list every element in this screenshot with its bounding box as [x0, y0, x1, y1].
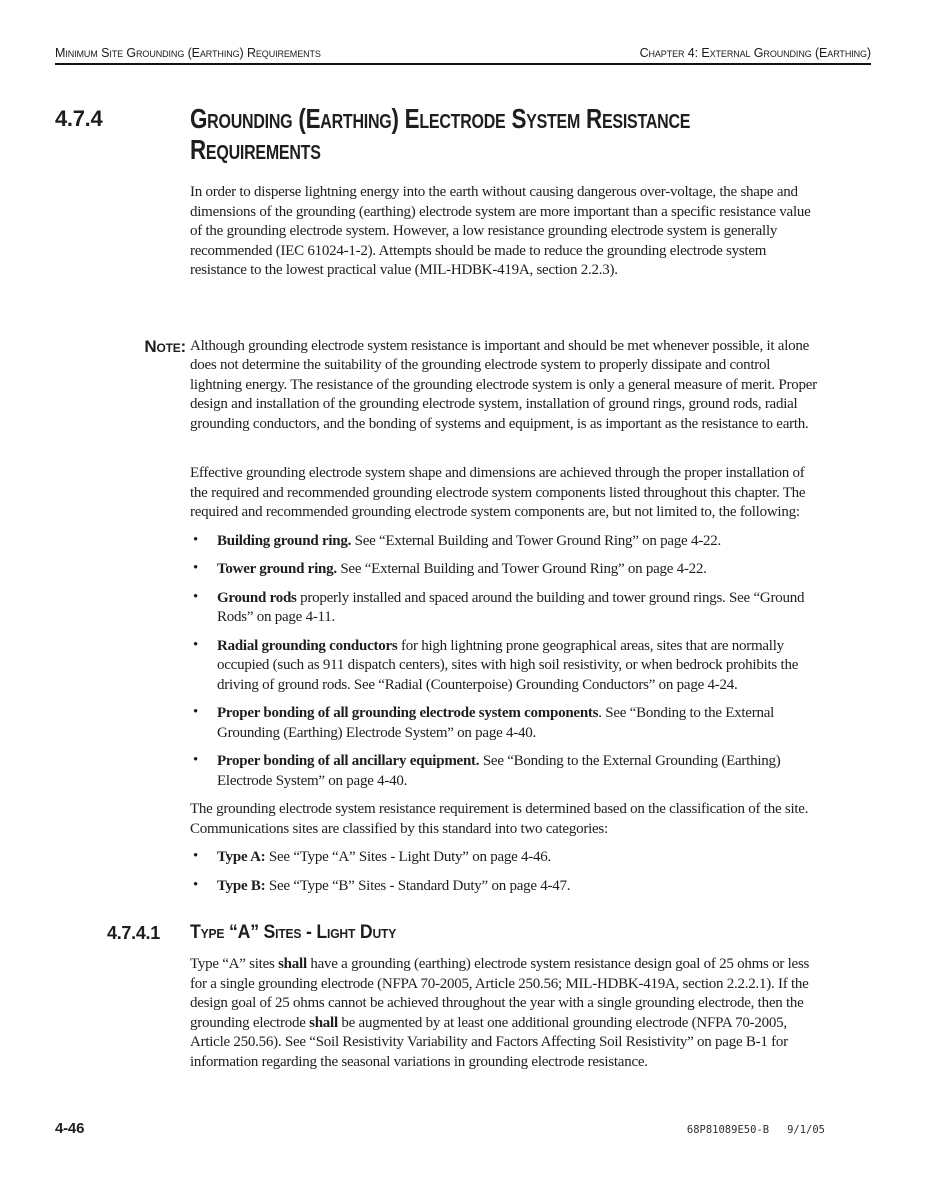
bullet-icon: • [193, 636, 199, 653]
running-header [55, 46, 871, 65]
paragraph-segment-bold: shall [278, 956, 307, 972]
running-header-right: Chapter 4: External Grounding (Earthing) [639, 46, 871, 60]
bullet-icon: • [193, 588, 199, 605]
list-item-lead: Type A: [217, 849, 266, 865]
list-item [190, 877, 822, 897]
list-item-text: See “External Building and Tower Ground Ring” on page 4-22. [336, 561, 707, 577]
list-item [190, 704, 822, 743]
page-footer [55, 1120, 871, 1137]
list-item-lead: Radial grounding conductors [217, 637, 398, 654]
components-list-block [55, 532, 871, 792]
section-heading [55, 103, 871, 165]
footer-doc-number: 68P81089E50-B [686, 1124, 770, 1136]
subsection-paragraph [190, 955, 822, 1072]
paragraph-segment-bold: shall [309, 1014, 338, 1031]
list-item-text: See “Bonding to the External Grounding (Earthing) Electrode System” on page 4-40. [217, 753, 781, 789]
subsection-heading [55, 922, 871, 944]
list-item [190, 560, 822, 580]
list-item [190, 589, 822, 628]
paragraph-segment: have a grounding (earthing) electrode system resistance design goal of 25 ohms or less for a single grounding electrode (NFPA 70-2005, Article 250.56; MIL-HDBK-419A, section 2.2.2.1). If the design goal of 25 ohms cannot be achieved throughout the year with a single grounding electrode, then the grounding electrode [190, 956, 810, 1031]
subsection-title: Type “A” Sites - Light Duty [190, 922, 397, 943]
list-item [190, 848, 822, 868]
running-header-left: Minimum Site Grounding (Earthing) Requirements [55, 46, 321, 60]
bullet-icon: • [193, 848, 199, 864]
list-item-lead: Type B: [217, 877, 266, 894]
list-item-lead: Proper bonding of all grounding electrode system components [217, 705, 599, 721]
bullet-icon: • [193, 704, 199, 720]
footer-page-number: 4-46 [55, 1120, 85, 1137]
site-types-list [190, 848, 822, 896]
bullet-icon: • [193, 876, 199, 893]
paragraph-segment: be augmented by at least one additional grounding electrode (NFPA 70-2005, Article 250.56). See “Soil Resistivity Variability and Factors Affecting Soil Resistivity” on page B-1 for information regarding the seasonal variations in grounding electrode resistance. [190, 1014, 788, 1070]
footer-date: 9/1/05 [787, 1124, 825, 1136]
components-intro-block [55, 464, 871, 523]
list-item-lead: Ground rods [217, 589, 297, 606]
list-item [190, 752, 822, 791]
list-item-text: properly installed and spaced around the building and tower ground rings. See “Ground Rods” on page 4-11. [217, 589, 805, 625]
intro-paragraph: In order to disperse lightning energy into the earth without causing dangerous over-voltage, the shape and dimensions of the grounding (earthing) electrode system are more important than a specific resistance value of the grounding electrode system. However, a low resistance grounding electrode system is generally recommended (IEC 61024-1-2). Attempts should be made to reduce the grounding electrode system resistance to the lowest practical value (MIL-HDBK-419A, section 2.2.3). [190, 184, 811, 278]
note-label: Note: [144, 336, 186, 356]
list-item-text: See “Type “A” Sites - Light Duty” on page 4-46. [265, 849, 552, 865]
footer-doc-reference [687, 1124, 871, 1136]
list-item-lead: Building ground ring. [217, 532, 352, 549]
list-item-text: . See “Bonding to the External Grounding (Earthing) Electrode System” on page 4-40. [217, 705, 775, 741]
section-title: Grounding (Earthing) Electrode System Resistance Requirements [190, 103, 691, 165]
paragraph-segment: Type “A” sites [190, 956, 279, 972]
note-text: Although grounding electrode system resistance is important and should be met whenever possible, it alone does not determine the suitability of the grounding electrode system to properly dissipate and control lightning energy. The resistance of the grounding electrode system is only a general measure of merit. Proper design and installation of the grounding electrode system, installation of ground rings, ground rods, radial grounding conductors, and the bonding of systems and equipment, is as important as the resistance to earth. [190, 337, 817, 432]
list-item-text: See “External Building and Tower Ground Ring” on page 4-22. [351, 532, 721, 549]
intro-paragraph-block [55, 183, 871, 281]
subsection-paragraph-block [55, 955, 871, 1072]
classification-block [55, 800, 871, 839]
list-item-lead: Tower ground ring. [217, 561, 337, 577]
list-item [190, 637, 822, 696]
components-list [190, 532, 822, 792]
site-types-list-block [55, 848, 871, 896]
list-item-text: for high lightning prone geographical areas, sites that are normally occupied (such as 911 dispatch centers), sites with high soil resistivity, or when bedrock prohibits the driving of ground rods. See “Radial (Counterpoise) Grounding Conductors” on page 4-24. [217, 637, 799, 693]
components-intro-paragraph: Effective grounding electrode system shape and dimensions are achieved through the proper installation of the required and recommended grounding electrode system components listed throughout this chapter. The required and recommended grounding electrode system components are, but not limited to, the following: [190, 465, 806, 520]
list-item-text: See “Type “B” Sites - Standard Duty” on page 4-47. [265, 877, 571, 894]
bullet-icon: • [193, 560, 199, 576]
bullet-icon: • [193, 752, 199, 768]
subsection-number: 4.7.4.1 [107, 923, 160, 943]
list-item-lead: Proper bonding of all ancillary equipment. [217, 753, 480, 769]
list-item [190, 532, 822, 552]
note-block [55, 337, 871, 435]
section-number: 4.7.4 [55, 106, 103, 131]
bullet-icon: • [193, 531, 199, 548]
classification-paragraph: The grounding electrode system resistance requirement is determined based on the classification of the site. Communications sites are classified by this standard into two categories: [190, 801, 809, 837]
